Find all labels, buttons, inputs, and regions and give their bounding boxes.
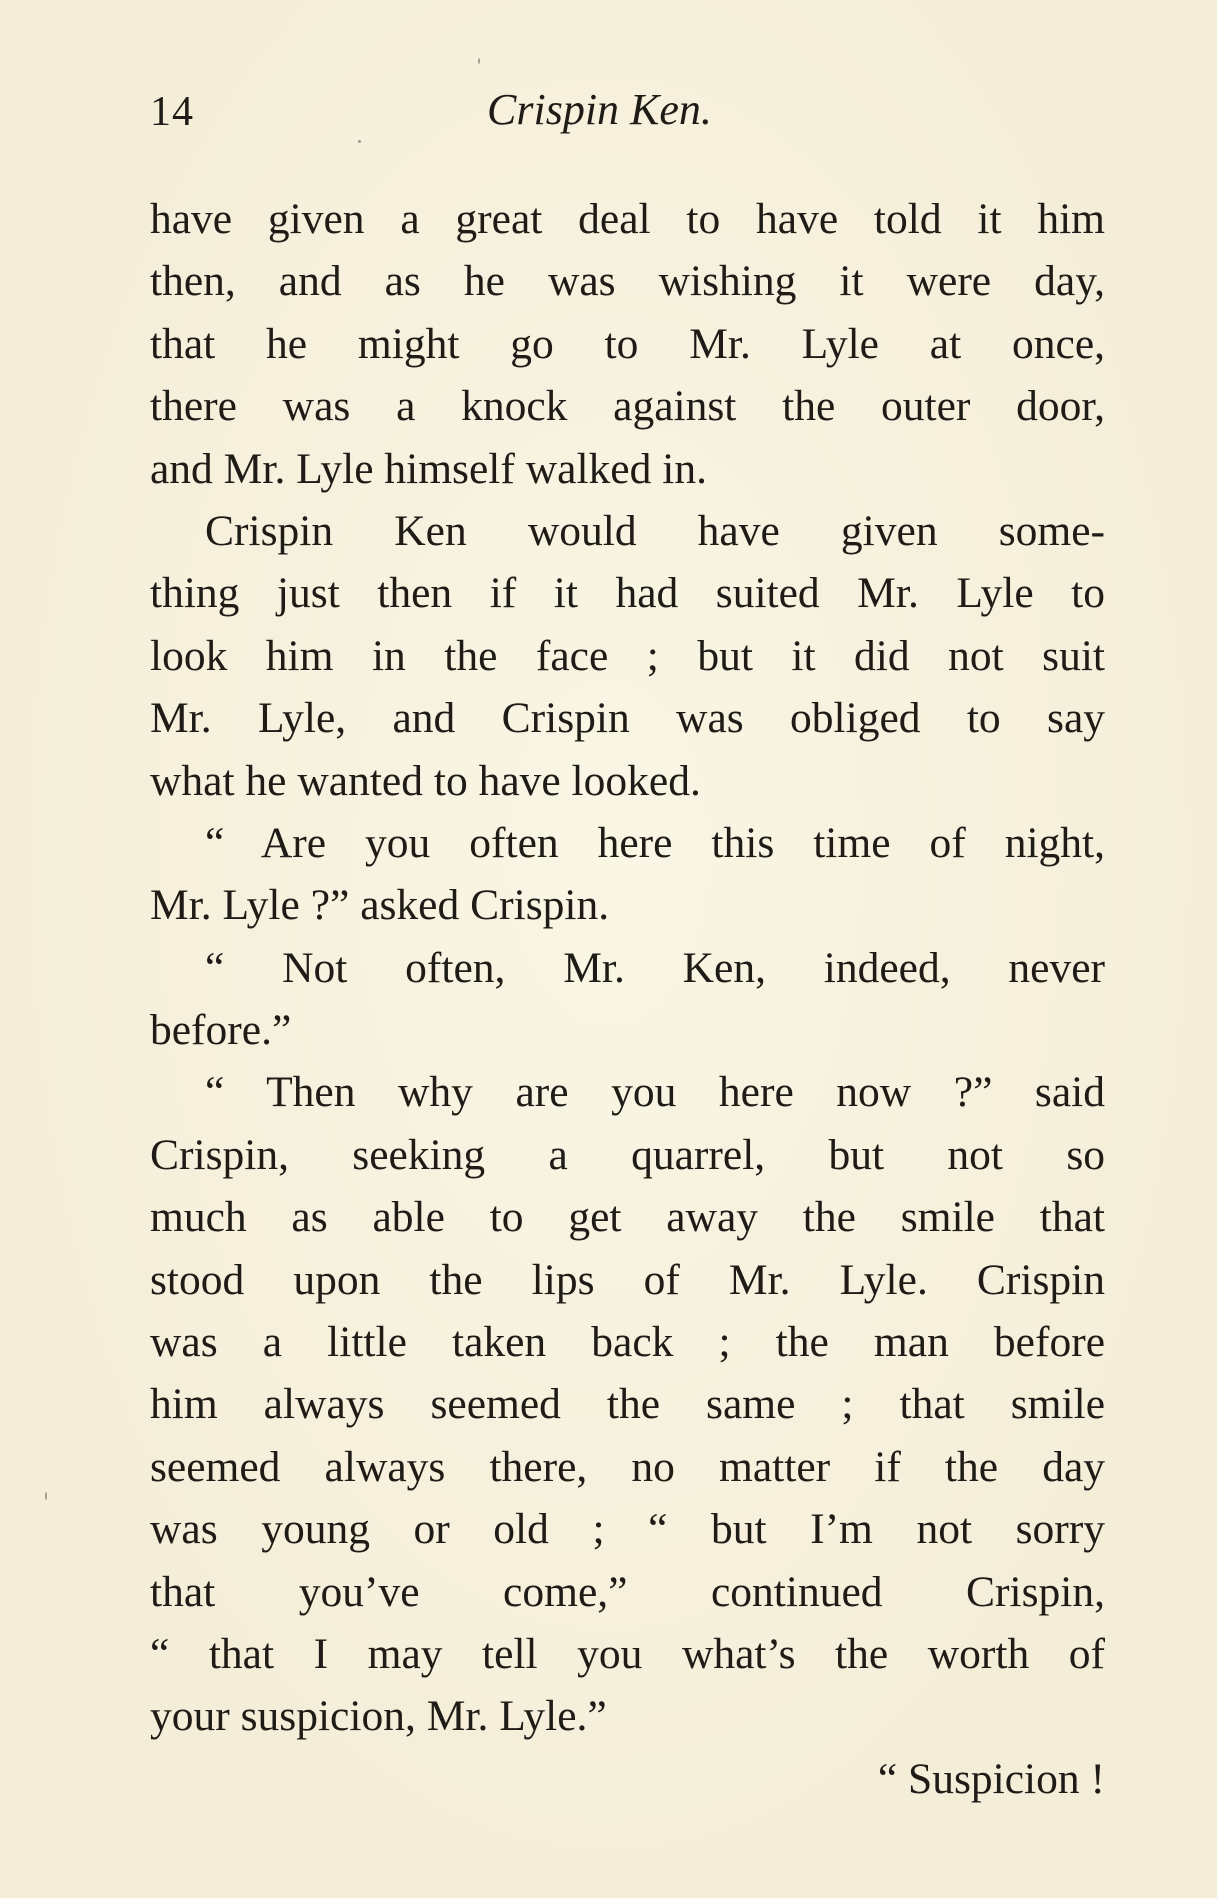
catchword-line: “ Suspicion !	[877, 1754, 1105, 1803]
body-text	[150, 188, 1105, 1810]
running-title: Crispin Ken.	[487, 85, 712, 134]
text-line: there was a knock against the outer door,	[150, 382, 1105, 431]
paper-speck	[358, 140, 361, 143]
text-line: that you’ve come,” continued Crispin,	[150, 1567, 1105, 1616]
text-line: stood upon the lips of Mr. Lyle. Crispin	[150, 1255, 1105, 1304]
text-line: then, and as he was wishing it were day,	[150, 257, 1105, 306]
text-line: what he wanted to have looked.	[150, 756, 701, 805]
text-line: him always seemed the same ; that smile	[150, 1380, 1105, 1429]
text-line: Crispin, seeking a quarrel, but not so	[150, 1130, 1105, 1179]
text-line: before.”	[150, 1006, 292, 1055]
text-line: and Mr. Lyle himself walked in.	[150, 444, 707, 493]
text-line: have given a great deal to have told it him	[150, 195, 1105, 243]
text-line: thing just then if it had suited Mr. Lyle to	[150, 569, 1105, 618]
text-line: “ Not often, Mr. Ken, indeed, never	[205, 943, 1105, 992]
text-line: “ that I may tell you what’s the worth of	[150, 1629, 1105, 1678]
text-line: your suspicion, Mr. Lyle.”	[150, 1692, 607, 1741]
text-line: look him in the face ; but it did not suit	[150, 631, 1105, 680]
text-line: Mr. Lyle ?” asked Crispin.	[150, 881, 610, 930]
running-head	[150, 80, 1105, 140]
paper-speck	[478, 58, 480, 64]
paper-speck	[45, 1492, 47, 1500]
text-line: “ Then why are you here now ?” said	[205, 1068, 1105, 1117]
page-number: 14	[150, 89, 194, 135]
text-line: Mr. Lyle, and Crispin was obliged to say	[150, 694, 1105, 743]
text-line: seemed always there, no matter if the day	[150, 1442, 1105, 1491]
text-line: “ Are you often here this time of night,	[205, 818, 1105, 867]
text-line: that he might go to Mr. Lyle at once,	[150, 319, 1105, 368]
text-line: was a little taken back ; the man before	[150, 1318, 1105, 1367]
text-line: Crispin Ken would have given some-	[205, 506, 1105, 555]
text-line: much as able to get away the smile that	[150, 1193, 1105, 1242]
text-line: was young or old ; “ but I’m not sorry	[150, 1505, 1105, 1554]
